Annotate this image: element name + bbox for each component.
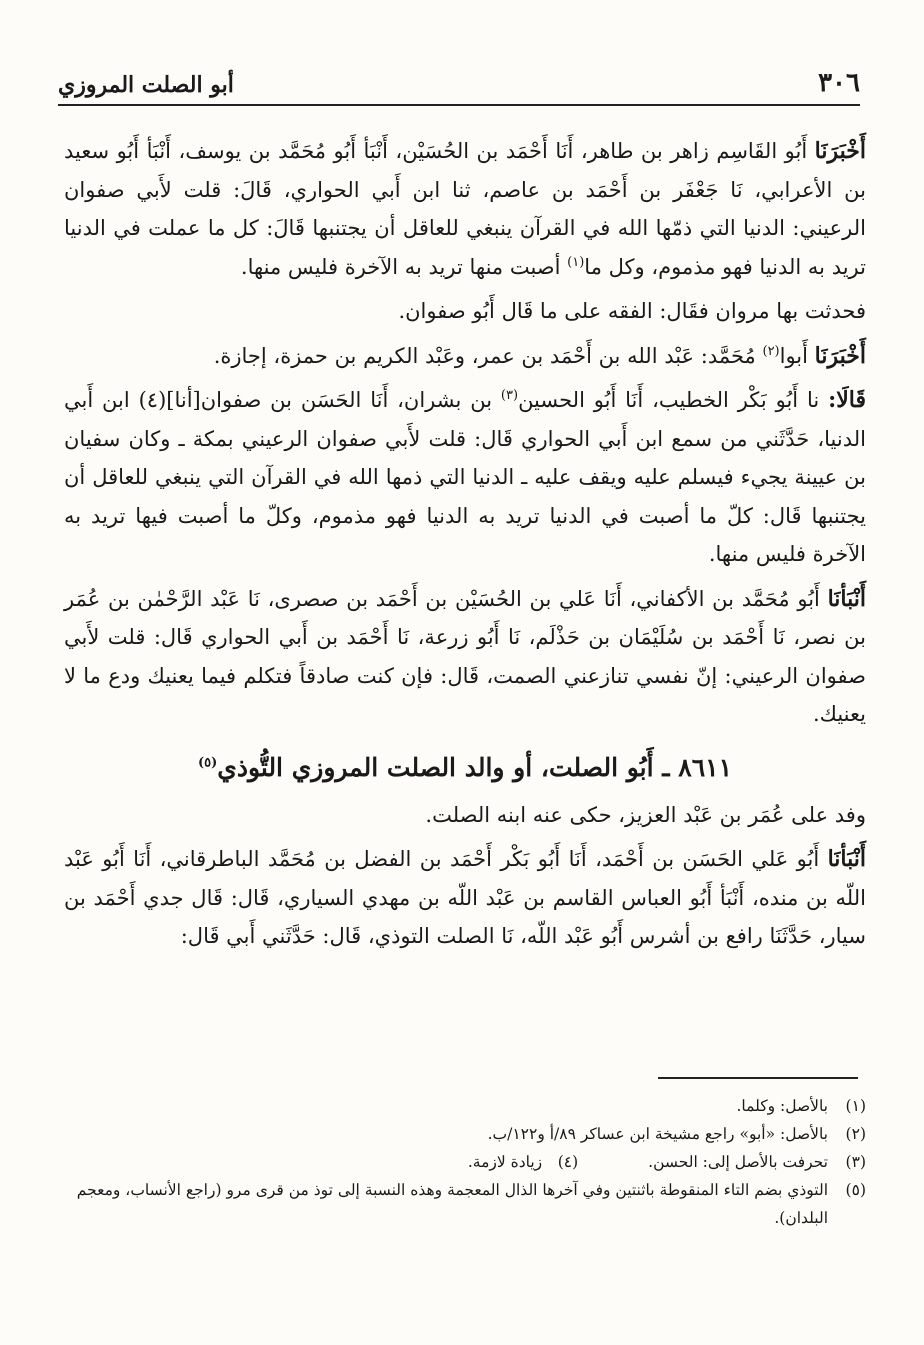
footnote-number: (٣) xyxy=(845,1153,866,1171)
paragraph xyxy=(64,580,866,734)
paragraph-text: وفد على عُمَر بن عَبْد العزيز، حكى عنه ابنه الصلت. xyxy=(425,802,866,827)
paragraph-text: نا أَبُو بَكْر الخطيب، أَنَا أَبُو الحسين xyxy=(518,388,829,412)
paragraph-text: أَبُو مُحَمَّد بن الأكفاني، أَنَا عَلي بن الحُسَيْن بن أَحْمَد بن صصرى، نَا عَبْد الرَّحْمٰن بن عُمَر بن نصر، نَا أَحْمَد بن سُلَيْمَان بن حَذْلَم، نَا أَبُو زرعة، نَا أَحْمَد بن أَبي الحواري قَال: قلت لأَبي صفوان الرعيني: إنّ نفسي تنازعني الصمت، قَال: فإن كنت صادقاً فتكلم فيما يعنيك ودع ما لا يعنيك. xyxy=(64,586,866,726)
paragraph-text: مُحَمَّد: عَبْد الله بن أَحْمَد بن عمر، وعَبْد الكريم بن حمزة، إجازة. xyxy=(213,343,763,368)
paragraph xyxy=(64,381,866,574)
page-number: ٣٠٦ xyxy=(818,68,860,98)
chain-keyword: أَخْبَرَنَا xyxy=(814,342,866,369)
footnote-divider xyxy=(658,1077,858,1079)
chain-keyword: أَخْبَرَنَا xyxy=(814,138,866,164)
chain-keyword: أَنْبَأنَا xyxy=(827,585,866,612)
paragraph-text: أصبت منها تريد به الآخرة فليس منها. xyxy=(240,254,568,279)
entry-heading xyxy=(64,746,866,790)
footnote-ref: (٥) xyxy=(197,755,218,771)
main-text xyxy=(64,132,866,956)
entry-title-text: ٨٦١١ ـ أَبُو الصلت، أو والد الصلت المروزي التُّوذي xyxy=(217,752,732,782)
paragraph-text: أَبُو عَلي الحَسَن بن أَحْمَد، أَنَا أَبُو بَكْر أَحْمَد بن الفضل بن مُحَمَّد الباطرقاني، أَنَا أَبُو عَبْد اللّه بن منده، أَنْبَأ أَبُو العباس القاسم بن عَبْد اللّه بن مهدي السياري، قَال: قَال جدي أَحْمَد بن سيار، حَدَّثَنَا رافع بن أشرس أَبُو عَبْد اللّه، نَا الصلت التوذي، قَال: حَدَّثَني أَبي قَال: xyxy=(64,847,866,948)
footnote-text: زيادة لازمة. xyxy=(467,1153,543,1171)
paragraph-text: أَبوا xyxy=(779,343,815,368)
paragraph xyxy=(64,840,866,956)
paragraph xyxy=(64,796,866,835)
footnote-number: (١) xyxy=(845,1097,866,1115)
footnote-number: (٢) xyxy=(845,1125,866,1143)
page-header xyxy=(58,66,860,106)
footnote-text: التوذي بضم التاء المنقوطة باثنتين وفي آخرها الذال المعجمة وهذه النسبة إلى توذ من قرى مرو (راجع الأنساب، ومعجم البلدان). xyxy=(76,1181,828,1227)
footnote xyxy=(62,1120,866,1148)
paragraph-text: بن بشران، أَنَا الحَسَن بن صفوان[أنا](٤) ابن أَبي الدنيا، حَدَّثَني من سمع ابن أَبي الحواري قَال: قلت لأَبي صفوان الرعيني بمكة ـ وكان سفيان بن عيينة يجيء فيسلم عليه ويقف عليه ـ الدنيا التي ذمها الله في القرآن التي ينبغي للعاقل أن يجتنبها قَال: كلّ ما أصبت في الدنيا تريد به الدنيا فهو مذموم، وكلّ ما أصبت فيها تريد به الآخرة فليس منها. xyxy=(64,388,866,566)
running-title: أبو الصلت المروزي xyxy=(58,72,234,98)
footnote-ref: (٣) xyxy=(500,388,519,403)
paragraph xyxy=(64,337,866,376)
footnote xyxy=(62,1092,866,1120)
paragraph-text: أَبُو القَاسِم زاهر بن طاهر، أَنَا أَحْمَد بن الحُسَيْن، أَنْبَأ أَبُو مُحَمَّد بن يوسف، أَنْبَأ أَبُو سعيد بن الأعرابي، نَا جَعْفَر بن أَحْمَد بن عاصم، ثنا ابن أَبي الحواري، قَالَ: قلت لأَبي صفوان الرعيني: الدنيا التي ذمّها الله في القرآن ينبغي للعاقل أن يجتنبها قَالَ: كل ما عملت في الدنيا تريد به الدنيا فهو مذموم، وكل ما xyxy=(64,139,866,279)
footnote-number: (٤) xyxy=(557,1153,579,1171)
footnote-number: (٥) xyxy=(845,1181,866,1199)
footnote-ref: (١) xyxy=(567,254,585,270)
footnote xyxy=(62,1176,866,1232)
footnote xyxy=(468,1148,578,1176)
footnote-ref: (٢) xyxy=(762,343,780,359)
chain-keyword: قَالَا: xyxy=(828,387,867,413)
footnotes xyxy=(62,1092,866,1232)
chain-keyword: أَنْبَأنَا xyxy=(827,846,866,872)
footnote-row xyxy=(62,1148,866,1176)
paragraph xyxy=(64,132,866,286)
footnote-text: بالأصل: وكلما. xyxy=(736,1097,828,1115)
paragraph-text: فحدثت بها مروان فقَال: الفقه على ما قَال أَبُو صفوان. xyxy=(398,299,866,323)
footnote-text: تحرفت بالأصل إلى: الحسن. xyxy=(648,1153,828,1171)
paragraph xyxy=(64,292,866,331)
footnote-text: بالأصل: «أبو» راجع مشيخة ابن عساكر ٨٩/أ و١٢٢/ب. xyxy=(487,1125,828,1143)
